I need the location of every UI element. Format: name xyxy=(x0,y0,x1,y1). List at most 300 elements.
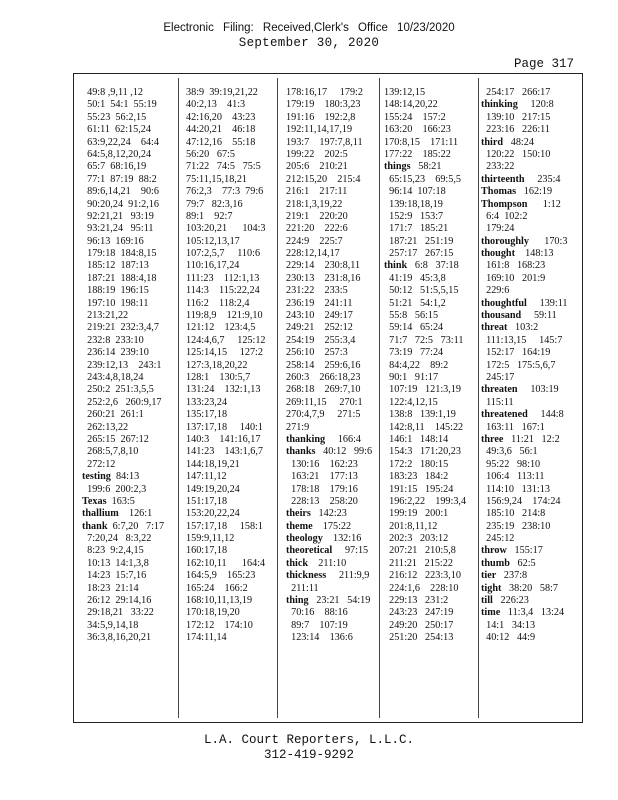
index-page-refs: 147:11,12 xyxy=(186,471,227,483)
index-page-refs: 230:13 231:8,16 xyxy=(286,272,361,284)
index-page-refs: 55:8 56:15 xyxy=(384,310,439,322)
index-page-refs: 141:23 143:1,6,7 xyxy=(186,446,263,458)
index-page-refs: 50:1 54:1 55:19 xyxy=(82,99,157,111)
index-page-refs: 124:4,6,7 125:12 xyxy=(186,334,266,346)
index-page-refs: 70:16 88:16 xyxy=(286,607,348,619)
index-page-refs: 269:11,15 270:1 xyxy=(286,396,363,408)
index-page-refs: 185:10 214:8 xyxy=(481,508,546,520)
index-page-refs: 257:17 267:15 xyxy=(384,248,454,260)
index-entry-headword-line xyxy=(286,434,372,446)
index-page-refs: 185:12 187:13 xyxy=(82,260,149,272)
index-headword: think xyxy=(384,260,408,272)
filing-stamp: Electronic Filing: Received,Clerk's Office 10/23/2020 xyxy=(163,22,455,34)
index-page-refs: 127:3,18,20,22 xyxy=(186,359,248,371)
index-page-refs: 229:14 230:8,11 xyxy=(286,260,361,272)
index-page-refs: 151:17,18 xyxy=(186,495,228,507)
index-page-refs: 41:19 45:3,8 xyxy=(384,272,446,284)
index-page-refs: 212:15,20 215:4 xyxy=(286,173,361,185)
index-page-refs: 249:20 250:17 xyxy=(384,619,454,631)
index-page-refs: 34:5,9,14,18 xyxy=(82,619,139,631)
index-page-refs: 6:8 37:18 xyxy=(407,260,459,272)
index-page-refs: 133:23,24 xyxy=(186,396,228,408)
index-page-refs: 193:7 197:7,8,11 xyxy=(286,136,363,148)
index-page-refs: 228:12,14,17 xyxy=(286,248,340,260)
index-page-refs: 228:13 258:20 xyxy=(286,495,358,507)
index-page-refs: 199:6 200:2,3 xyxy=(82,483,147,495)
index-page-refs: 157:17,18 158:1 xyxy=(186,520,263,532)
index-page-refs: 148:13 xyxy=(514,248,554,260)
index-headword: tier xyxy=(481,570,497,582)
index-page-refs: 125:14,15 127:2 xyxy=(186,347,263,359)
index-page-refs: 44:20,21 46:18 xyxy=(186,124,256,136)
index-page-refs: 140:3 141:16,17 xyxy=(186,433,261,445)
column-divider xyxy=(277,78,278,718)
index-entry-headword-line xyxy=(481,409,568,421)
index-entry-headword-line xyxy=(286,446,372,458)
index-headword: thing xyxy=(286,595,309,607)
index-page-refs: 61:11 62:15,24 xyxy=(82,124,151,136)
index-page-refs: 153:20,22,24 xyxy=(186,508,240,520)
index-page-refs: 191:16 192:2,8 xyxy=(286,111,356,123)
index-page-refs: 155:24 157:2 xyxy=(384,111,446,123)
index-page-refs: 135:17,18 xyxy=(186,409,228,421)
index-headword: thousand xyxy=(481,310,522,322)
index-page-refs: 49:3,6 56:1 xyxy=(481,446,538,458)
index-headword: time xyxy=(481,607,501,619)
index-entry-headword-line xyxy=(286,533,372,545)
index-page-refs: 243:4,8,18,24 xyxy=(82,371,144,383)
index-page-refs: 62:5 xyxy=(509,557,536,569)
index-page-refs: 105:12,13,17 xyxy=(186,235,240,247)
index-entry-headword-line xyxy=(286,570,372,582)
index-page-refs: 63:9,22,24 64:4 xyxy=(82,136,159,148)
index-page-refs: 65:15,23 69:5,5 xyxy=(384,173,461,185)
index-page-refs: 271:9 xyxy=(286,421,310,433)
index-page-refs: 196:2,22 199:3,4 xyxy=(384,495,467,507)
index-page-refs: 235:19 238:10 xyxy=(481,520,551,532)
index-page-refs: 216:12 223:3,10 xyxy=(384,570,461,582)
index-page-refs: 179:19 180:3,23 xyxy=(286,99,361,111)
index-page-refs: 111:13,15 145:7 xyxy=(481,334,563,346)
index-entry-headword-line xyxy=(481,174,568,186)
index-page-refs: 90:20,24 91:2,16 xyxy=(82,198,159,210)
index-column-2 xyxy=(186,87,266,645)
index-page-refs: 265:15 267:12 xyxy=(82,433,149,445)
index-page-refs: 116:2 118:2,4 xyxy=(186,297,250,309)
index-page-refs: 239:12,13 243:1 xyxy=(82,359,162,371)
index-page-refs: 211:10 xyxy=(308,557,347,569)
index-page-refs: 36:3,8,16,20,21 xyxy=(82,632,152,644)
index-headword: thoughtful xyxy=(481,297,527,309)
index-page-refs: 172:5 175:5,6,7 xyxy=(481,359,556,371)
index-page-refs: 188:19 196:15 xyxy=(82,285,149,297)
index-entry-headword-line xyxy=(286,521,372,533)
index-headword: thallium xyxy=(82,508,119,520)
index-page-refs: 119:8,9 121:9,10 xyxy=(186,310,263,322)
index-page-refs: 251:20 254:13 xyxy=(384,632,454,644)
index-page-refs: 92:21,21 93:19 xyxy=(82,210,154,222)
index-page-refs: 95:22 98:10 xyxy=(481,458,541,470)
index-page-refs: 142:23 xyxy=(310,508,347,520)
index-entry-headword-line xyxy=(82,508,164,520)
index-headword: till xyxy=(481,595,493,607)
index-page-refs: 213:21,22 xyxy=(82,310,129,322)
index-page-refs: 218:1,3,19,22 xyxy=(286,198,343,210)
index-page-refs: 11:3,4 13:24 xyxy=(500,607,565,619)
index-box xyxy=(73,73,583,723)
index-page-refs: 172:2 180:15 xyxy=(384,458,449,470)
index-page-refs: 65:7 68:16,19 xyxy=(82,161,147,173)
index-page-refs: 197:10 198:11 xyxy=(82,297,149,309)
index-entry-headword-line xyxy=(286,558,372,570)
index-headword: threat xyxy=(481,322,508,334)
index-entry-headword-line xyxy=(481,186,568,198)
index-page-refs: 254:19 255:3,4 xyxy=(286,334,356,346)
index-entry-headword-line xyxy=(384,161,466,173)
index-page-refs: 199:19 200:1 xyxy=(384,508,449,520)
index-page-refs: 187:21 188:4,18 xyxy=(82,272,157,284)
index-page-refs: 260:21 261:1 xyxy=(82,409,144,421)
index-page-refs: 139:10 217:15 xyxy=(481,111,551,123)
index-page-refs: 58:21 xyxy=(410,161,442,173)
index-entry-headword-line xyxy=(481,607,568,619)
index-entry-headword-line xyxy=(82,496,164,508)
index-page-refs: 96:13 169:16 xyxy=(82,235,144,247)
index-page-refs: 268:5,7,8,10 xyxy=(82,446,139,458)
index-page-refs: 270:4,7,9 271:5 xyxy=(286,409,361,421)
index-headword: Texas xyxy=(82,495,107,507)
index-page-refs: 256:10 257:3 xyxy=(286,347,348,359)
index-page-refs: 138:8 139:1,19 xyxy=(384,409,456,421)
index-page-refs: 96:14 107:18 xyxy=(384,186,446,198)
index-page-refs: 172:12 174:10 xyxy=(186,619,253,631)
page-number: Page 317 xyxy=(513,57,574,71)
index-page-refs: 11:21 12:2 xyxy=(503,433,560,445)
index-headword: thumb xyxy=(481,557,510,569)
index-entry-headword-line xyxy=(481,248,568,260)
index-headword: testing xyxy=(82,471,111,483)
index-page-refs: 146:1 148:14 xyxy=(384,433,449,445)
index-page-refs: 149:19,20,24 xyxy=(186,483,240,495)
index-headword: theoretical xyxy=(286,545,333,557)
index-page-refs: 40:12 99:6 xyxy=(315,446,373,458)
index-page-refs: 59:14 65:24 xyxy=(384,322,444,334)
index-page-refs: 211:11 xyxy=(286,582,319,594)
index-column-1 xyxy=(82,87,164,645)
index-entry-headword-line xyxy=(481,137,568,149)
index-headword: thickness xyxy=(286,570,327,582)
index-page-refs: 159:9,11,12 xyxy=(186,533,235,545)
index-entry-headword-line xyxy=(286,545,372,557)
index-page-refs: 252:2,6 260:9,17 xyxy=(82,396,162,408)
index-page-refs: 64:5,8,12,20,24 xyxy=(82,148,152,160)
index-page-refs: 162:10,11 164:4 xyxy=(186,557,266,569)
index-page-refs: 192:11,14,17,19 xyxy=(286,124,353,136)
index-page-refs: 260:3 266:18,23 xyxy=(286,371,361,383)
index-page-refs: 226:23 xyxy=(492,595,529,607)
index-page-refs: 205:6 210:21 xyxy=(286,161,348,173)
index-page-refs: 79:7 82:3,16 xyxy=(186,198,243,210)
index-page-refs: 89:6,14,21 90:6 xyxy=(82,186,159,198)
index-page-refs: 249:21 252:12 xyxy=(286,322,353,334)
index-page-refs: 154:3 171:20,23 xyxy=(384,446,461,458)
index-page-refs: 268:18 269:7,10 xyxy=(286,384,361,396)
index-headword: throw xyxy=(481,545,507,557)
index-page-refs: 229:13 231:2 xyxy=(384,595,449,607)
index-entry-headword-line xyxy=(481,298,568,310)
index-page-refs: 174:11,14 xyxy=(186,632,227,644)
index-page-refs: 152:9 153:7 xyxy=(384,210,444,222)
index-page-refs: 202:3 203:12 xyxy=(384,533,449,545)
index-entry-headword-line xyxy=(82,471,164,483)
index-headword: thanks xyxy=(286,446,316,458)
index-headword: thanking xyxy=(286,433,326,445)
index-page-refs: 152:17 164:19 xyxy=(481,347,551,359)
index-entry-headword-line xyxy=(481,545,568,557)
index-page-refs: 107:2,5,7 110:6 xyxy=(186,248,261,260)
index-entry-headword-line xyxy=(481,434,568,446)
index-page-refs: 163:20 166:23 xyxy=(384,124,451,136)
index-headword: threatened xyxy=(481,409,528,421)
index-page-refs: 171:7 185:21 xyxy=(384,223,449,235)
index-headword: thoroughly xyxy=(481,235,529,247)
index-page-refs: 130:16 162:23 xyxy=(286,458,358,470)
index-page-refs: 23:21 54:19 xyxy=(308,595,371,607)
index-page-refs: 114:3 115:22,24 xyxy=(186,285,260,297)
index-page-refs: 38:20 58:7 xyxy=(501,582,558,594)
index-headword: three xyxy=(481,433,504,445)
index-page-refs: 38:9 39:19,21,22 xyxy=(186,87,258,98)
index-page-refs: 187:21 251:19 xyxy=(384,235,454,247)
index-page-refs: 207:21 210:5,8 xyxy=(384,545,456,557)
index-page-refs: 219:1 220:20 xyxy=(286,210,348,222)
index-page-refs: 97:15 xyxy=(332,545,369,557)
index-page-refs: 170:18,19,20 xyxy=(186,607,240,619)
index-page-refs: 233:22 xyxy=(481,161,515,173)
index-page-refs: 107:19 121:3,19 xyxy=(384,384,461,396)
index-headword: thought xyxy=(481,248,515,260)
index-page-refs: 178:16,17 179:2 xyxy=(286,87,363,98)
index-headword: thick xyxy=(286,557,309,569)
index-headword: theology xyxy=(286,533,323,545)
index-page-refs: 201:8,11,12 xyxy=(384,520,438,532)
index-headword: Thompson xyxy=(481,198,528,210)
index-page-refs: 177:22 185:22 xyxy=(384,148,451,160)
index-page-refs: 175:22 xyxy=(312,520,352,532)
index-page-refs: 90:1 91:17 xyxy=(384,371,439,383)
column-divider xyxy=(379,78,380,718)
index-page-refs: 169:10 201:9 xyxy=(481,272,546,284)
index-page-refs: 18:23 21:14 xyxy=(82,582,139,594)
index-entry-headword-line xyxy=(481,558,568,570)
index-entry-headword-line xyxy=(82,521,164,533)
index-entry-headword-line xyxy=(286,508,372,520)
index-page-refs: 103:20,21 104:3 xyxy=(186,223,266,235)
index-page-refs: 162:19 xyxy=(516,186,553,198)
index-page-refs: 229:6 xyxy=(481,285,510,297)
footer-company: L.A. Court Reporters, L.L.C. xyxy=(203,733,415,747)
footer-phone: 312-419-9292 xyxy=(263,748,354,762)
index-entry-headword-line xyxy=(481,236,568,248)
index-headword: thirteenth xyxy=(481,173,525,185)
index-headword: theirs xyxy=(286,508,311,520)
index-page-refs: 6:4 102:2 xyxy=(481,210,528,222)
index-page-refs: 163:11 167:1 xyxy=(481,421,545,433)
index-page-refs: 120:22 150:10 xyxy=(481,148,551,160)
index-page-refs: 236:19 241:11 xyxy=(286,297,353,309)
column-divider xyxy=(178,78,179,718)
index-page-refs: 71:22 74:5 75:5 xyxy=(186,161,261,173)
index-page-refs: 132:16 xyxy=(322,533,362,545)
index-headword: thank xyxy=(82,520,108,532)
index-page-refs: 122:4,12,15 xyxy=(384,396,438,408)
index-page-refs: 163:21 177:13 xyxy=(286,471,358,483)
index-page-refs: 47:12,16 55:18 xyxy=(186,136,256,148)
index-page-refs: 139:12,15 xyxy=(384,87,426,98)
index-page-refs: 191:15 195:24 xyxy=(384,483,454,495)
index-entry-headword-line xyxy=(481,583,568,595)
index-headword: thinking xyxy=(481,99,518,111)
index-page-refs: 221:20 222:6 xyxy=(286,223,348,235)
index-page-refs: 103:2 xyxy=(507,322,539,334)
index-page-refs: 121:12 123:4,5 xyxy=(186,322,256,334)
index-page-refs: 8:23 9:2,4,15 xyxy=(82,545,144,557)
index-page-refs: 84:4,22 89:2 xyxy=(384,359,449,371)
index-page-refs: 235:4 xyxy=(524,173,561,185)
index-page-refs: 258:14 259:6,16 xyxy=(286,359,361,371)
index-page-refs: 50:12 51:5,5,15 xyxy=(384,285,459,297)
index-page-refs: 165:24 166:2 xyxy=(186,582,248,594)
index-page-refs: 137:17,18 140:1 xyxy=(186,421,263,433)
index-page-refs: 178:18 179:16 xyxy=(286,483,358,495)
index-page-refs: 123:14 136:6 xyxy=(286,632,353,644)
index-entry-headword-line xyxy=(384,260,466,272)
index-headword: third xyxy=(481,136,504,148)
index-page-refs: 111:23 112:1,13 xyxy=(186,272,260,284)
hearing-date: September 30, 2020 xyxy=(238,36,380,50)
index-page-refs: 144:8 xyxy=(527,409,564,421)
index-page-refs: 14:23 15:7,16 xyxy=(82,570,147,582)
index-page-refs: 59:11 xyxy=(521,310,557,322)
index-page-refs: 170:8,15 171:11 xyxy=(384,136,459,148)
index-page-refs: 26:12 29:14,16 xyxy=(82,595,152,607)
index-page-refs: 131:24 132:1,13 xyxy=(186,384,261,396)
index-page-refs: 262:13,22 xyxy=(82,421,129,433)
index-page-refs: 93:21,24 95:11 xyxy=(82,223,154,235)
index-page-refs: 106:4 113:11 xyxy=(481,471,545,483)
index-page-refs: 243:23 247:19 xyxy=(384,607,454,619)
index-headword: tight xyxy=(481,582,502,594)
index-entry-headword-line xyxy=(481,322,568,334)
index-page-refs: 142:8,11 145:22 xyxy=(384,421,464,433)
index-page-refs: 219:21 232:3,4,7 xyxy=(82,322,159,334)
index-page-refs: 237:8 xyxy=(496,570,528,582)
index-page-refs: 232:8 233:10 xyxy=(82,334,144,346)
index-page-refs: 120:8 xyxy=(517,99,554,111)
index-page-refs: 170:3 xyxy=(528,235,568,247)
index-page-refs: 224:1,6 228:10 xyxy=(384,582,459,594)
index-page-refs: 51:21 54:1,2 xyxy=(384,297,446,309)
index-page-refs: 179:24 xyxy=(481,223,515,235)
index-page-refs: 40:12 44:9 xyxy=(481,632,536,644)
index-page-refs: 114:10 131:13 xyxy=(481,483,550,495)
index-page-refs: 49:8 ,9,11 ,12 xyxy=(82,87,144,98)
index-column-3 xyxy=(286,87,372,645)
index-page-refs: 166:4 xyxy=(325,433,362,445)
index-page-refs: 103:19 xyxy=(517,384,559,396)
index-entry-headword-line xyxy=(481,384,568,396)
index-page-refs: 75:11,15,18,21 xyxy=(186,173,248,185)
index-page-refs: 128:1 130:5,7 xyxy=(186,371,251,383)
index-page-refs: 163:5 xyxy=(106,495,135,507)
index-headword: theme xyxy=(286,520,313,532)
index-page-refs: 245:17 xyxy=(481,371,515,383)
index-page-refs: 7:20,24 8:3,22 xyxy=(82,533,152,545)
index-column-4 xyxy=(384,87,466,645)
index-page-refs: 89:7 107:19 xyxy=(286,619,348,631)
index-page-refs: 168:10,11,13,19 xyxy=(186,595,253,607)
index-page-refs: 56:20 67:5 xyxy=(186,148,235,160)
index-page-refs: 89:1 92:7 xyxy=(186,210,233,222)
index-page-refs: 199:22 202:5 xyxy=(286,148,348,160)
index-page-refs: 183:23 184:2 xyxy=(384,471,449,483)
index-page-refs: 231:22 233:5 xyxy=(286,285,348,297)
index-page-refs: 40:2,13 41:3 xyxy=(186,99,246,111)
column-divider xyxy=(478,78,479,718)
index-page-refs: 6:7,20 7:17 xyxy=(107,520,165,532)
index-page-refs: 236:14 239:10 xyxy=(82,347,149,359)
index-page-refs: 84:13 xyxy=(110,471,140,483)
index-page-refs: 254:17 266:17 xyxy=(481,87,551,98)
index-page-refs: 245:12 xyxy=(481,533,515,545)
index-page-refs: 48:24 xyxy=(503,136,534,148)
index-page-refs: 148:14,20,22 xyxy=(384,99,438,111)
index-page-refs: 10:13 14:1,3,8 xyxy=(82,557,149,569)
index-page-refs: 250:2 251:3,5,5 xyxy=(82,384,154,396)
index-page-refs: 160:17,18 xyxy=(186,545,228,557)
index-page-refs: 115:11 xyxy=(481,396,514,408)
index-column-5 xyxy=(481,87,568,645)
index-page-refs: 272:12 xyxy=(82,458,116,470)
index-page-refs: 55:23 56:2,15 xyxy=(82,111,147,123)
index-page-refs: 139:11 xyxy=(526,297,568,309)
index-page-refs: 14:1 34:13 xyxy=(481,619,536,631)
index-page-refs: 76:2,3 77:3 79:6 xyxy=(186,186,264,198)
index-page-refs: 179:18 184:8,15 xyxy=(82,248,157,260)
index-entry-headword-line xyxy=(481,570,568,582)
index-entry-headword-line xyxy=(286,595,372,607)
index-page-refs: 243:10 249:17 xyxy=(286,310,353,322)
index-headword: Thomas xyxy=(481,186,517,198)
index-page-refs: 110:16,17,24 xyxy=(186,260,240,272)
index-entry-headword-line xyxy=(481,199,568,211)
index-entry-headword-line xyxy=(481,310,568,322)
index-page-refs: 216:1 217:11 xyxy=(286,186,348,198)
index-entry-headword-line xyxy=(481,99,568,111)
index-page-refs: 211:9,9 xyxy=(326,570,370,582)
index-page-refs: 211:21 215:22 xyxy=(384,557,453,569)
index-page-refs: 223:16 226:11 xyxy=(481,124,550,136)
index-headword: threaten xyxy=(481,384,518,396)
index-page-refs: 224:9 225:7 xyxy=(286,235,343,247)
index-page-refs: 42:16,20 43:23 xyxy=(186,111,256,123)
index-page-refs: 77:1 87:19 88:2 xyxy=(82,173,157,185)
index-headword: things xyxy=(384,161,411,173)
index-entry-headword-line xyxy=(481,595,568,607)
index-page-refs: 73:19 77:24 xyxy=(384,347,444,359)
index-page-refs: 155:17 xyxy=(506,545,543,557)
index-page-refs: 1:12 xyxy=(527,198,561,210)
